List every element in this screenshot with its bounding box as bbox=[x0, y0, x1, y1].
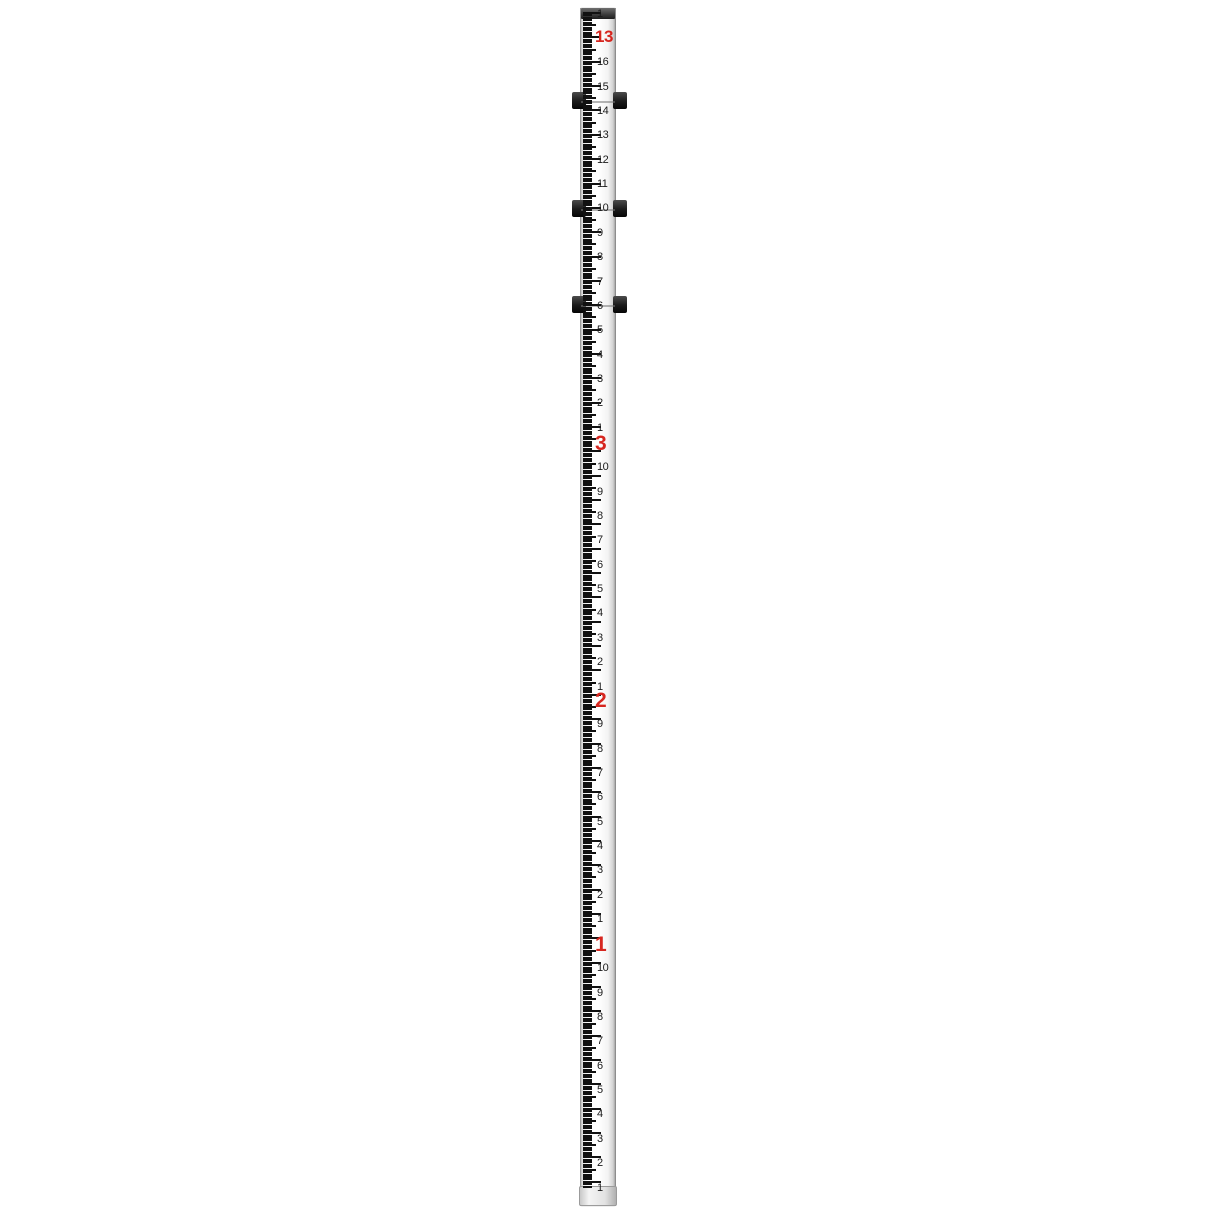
tenth-numeral: 2 bbox=[597, 397, 603, 410]
tenth-numeral: 4 bbox=[597, 840, 603, 853]
tenth-numeral: 1 bbox=[597, 1181, 603, 1194]
tenth-numeral: 1 bbox=[597, 680, 603, 693]
tenth-numeral: 3 bbox=[597, 864, 603, 877]
foot-numeral: 1 bbox=[595, 933, 607, 956]
tenth-numeral: 14 bbox=[597, 105, 609, 118]
tenth-numeral: 9 bbox=[597, 485, 603, 498]
tenth-numeral: 4 bbox=[597, 348, 603, 361]
tenth-numeral: 2 bbox=[597, 888, 603, 901]
tenth-numeral: 8 bbox=[597, 251, 603, 264]
tenth-numeral: 8 bbox=[597, 1011, 603, 1024]
tenth-numeral: 9 bbox=[597, 986, 603, 999]
tenth-numeral: 2 bbox=[597, 656, 603, 669]
tenth-numeral: 3 bbox=[597, 631, 603, 644]
tenth-numeral: 2 bbox=[597, 1157, 603, 1170]
tenth-numeral: 5 bbox=[597, 815, 603, 828]
tenth-numeral: 10 bbox=[597, 962, 609, 975]
tenth-numeral: 16 bbox=[597, 56, 609, 69]
tenth-numeral: 6 bbox=[597, 791, 603, 804]
tenth-numeral: 7 bbox=[597, 534, 603, 547]
tenth-numeral: 5 bbox=[597, 1084, 603, 1097]
tenth-numeral: 3 bbox=[597, 372, 603, 385]
foot-numeral: 3 bbox=[595, 432, 607, 455]
foot-numeral: 2 bbox=[595, 689, 607, 712]
tenth-numeral: 10 bbox=[597, 461, 609, 474]
tenth-numeral: 9 bbox=[597, 718, 603, 731]
tenth-numeral: 7 bbox=[597, 1035, 603, 1048]
tenth-numeral: 4 bbox=[597, 607, 603, 620]
tenth-numeral: 6 bbox=[597, 299, 603, 312]
tenth-numeral: 6 bbox=[597, 1059, 603, 1072]
tenth-numeral: 5 bbox=[597, 583, 603, 596]
tenth-numeral: 7 bbox=[597, 275, 603, 288]
tenth-numeral: 5 bbox=[597, 324, 603, 337]
tenth-numeral: 7 bbox=[597, 767, 603, 780]
tenth-numeral: 1 bbox=[597, 913, 603, 926]
tenth-numeral: 10 bbox=[597, 202, 609, 215]
tenth-numeral: 8 bbox=[597, 510, 603, 523]
tenth-numeral: 1 bbox=[597, 421, 603, 434]
tenth-numeral: 3 bbox=[597, 1132, 603, 1145]
tenth-numeral: 15 bbox=[597, 80, 609, 93]
tenth-numeral: 12 bbox=[597, 153, 609, 166]
tenth-numeral: 8 bbox=[597, 742, 603, 755]
foot-numeral: 13 bbox=[595, 27, 613, 46]
tenth-numeral: 1 bbox=[597, 7, 603, 20]
tenth-numeral: 6 bbox=[597, 558, 603, 571]
tenth-numeral: 13 bbox=[597, 129, 609, 142]
tenth-numeral: 9 bbox=[597, 226, 603, 239]
tenth-numeral: 11 bbox=[597, 178, 608, 191]
tenth-numeral: 4 bbox=[597, 1108, 603, 1121]
